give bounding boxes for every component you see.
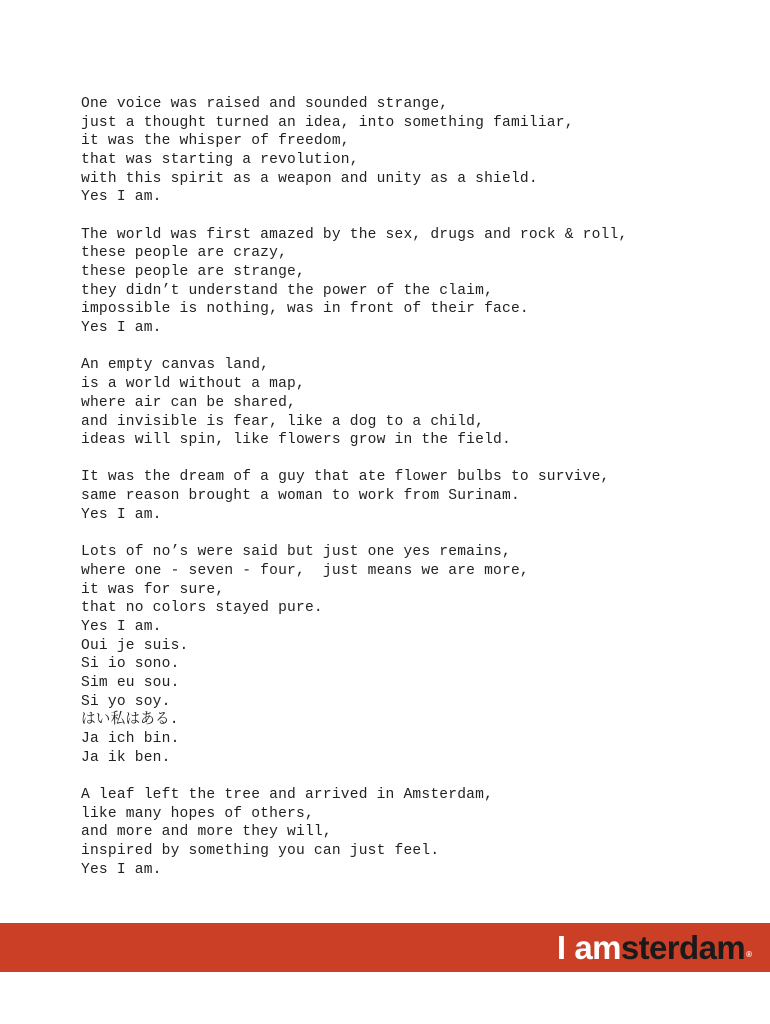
poem-line: Yes I am.	[81, 506, 162, 523]
poem-line: just a thought turned an idea, into something familiar,	[81, 114, 574, 131]
poem-line: it was the whisper of freedom,	[81, 133, 350, 150]
poem-line: The world was first amazed by the sex, drugs and rock & roll,	[81, 226, 628, 243]
poem-line: and more and more they will,	[81, 824, 332, 841]
poem-line: Sim eu sou.	[81, 674, 180, 691]
poem-line: inspired by something you can just feel.	[81, 843, 440, 860]
poem-line: Yes I am.	[81, 189, 162, 206]
poem-line: it was for sure,	[81, 581, 225, 598]
i-amsterdam-logo	[557, 926, 752, 969]
logo-part-i: I	[556, 929, 566, 966]
poem-line: that no colors stayed pure.	[81, 600, 323, 617]
stanza-2	[81, 226, 741, 338]
poem-line: and invisible is fear, like a dog to a child,	[81, 413, 485, 430]
poem-line: Si io sono.	[81, 656, 180, 673]
poem-line: はい私はある.	[81, 712, 179, 729]
poem-line: One voice was raised and sounded strange,	[81, 96, 449, 112]
poem-line: Yes I am.	[81, 861, 162, 878]
poem-line: Si yo soy.	[81, 693, 171, 710]
stanza-3	[81, 356, 741, 449]
poem-line: impossible is nothing, was in front of their face.	[81, 301, 529, 318]
poem-line: that was starting a revolution,	[81, 152, 359, 169]
poem-line: Oui je suis.	[81, 637, 189, 654]
poem-line: ideas will spin, like flowers grow in the field.	[81, 432, 511, 449]
poem-line: is a world without a map,	[81, 376, 305, 393]
poem-line: Yes I am.	[81, 618, 162, 635]
stanza-5	[81, 543, 741, 767]
registered-mark-icon: ®	[746, 950, 752, 959]
poem-line: Yes I am.	[81, 320, 162, 337]
poem-line: Ja ich bin.	[81, 731, 180, 747]
poem-line: where one - seven - four, just means we are more,	[81, 562, 529, 579]
stanza-1	[81, 95, 741, 207]
logo-part-sterdam: sterdam	[620, 929, 746, 966]
poem	[81, 95, 741, 898]
poem-line: they didn’t understand the power of the claim,	[81, 282, 494, 299]
poem-line: An empty canvas land,	[81, 357, 270, 374]
poem-line: Lots of no’s were said but just one yes remains,	[81, 544, 511, 561]
stanza-4	[81, 468, 741, 524]
poem-line: It was the dream of a guy that ate flower bulbs to survive,	[81, 469, 610, 486]
logo-part-am: am	[574, 929, 621, 966]
poem-line: like many hopes of others,	[81, 805, 314, 822]
poem-line: where air can be shared,	[81, 394, 296, 411]
poem-line: Ja ik ben.	[81, 749, 171, 766]
poem-line: A leaf left the tree and arrived in Amsterdam,	[81, 786, 494, 803]
footer-band	[0, 923, 770, 972]
poem-line: same reason brought a woman to work from Surinam.	[81, 488, 520, 505]
poem-line: with this spirit as a weapon and unity as a shield.	[81, 170, 538, 187]
poem-line: these people are crazy,	[81, 245, 288, 262]
stanza-6	[81, 786, 741, 879]
poem-line: these people are strange,	[81, 264, 305, 281]
